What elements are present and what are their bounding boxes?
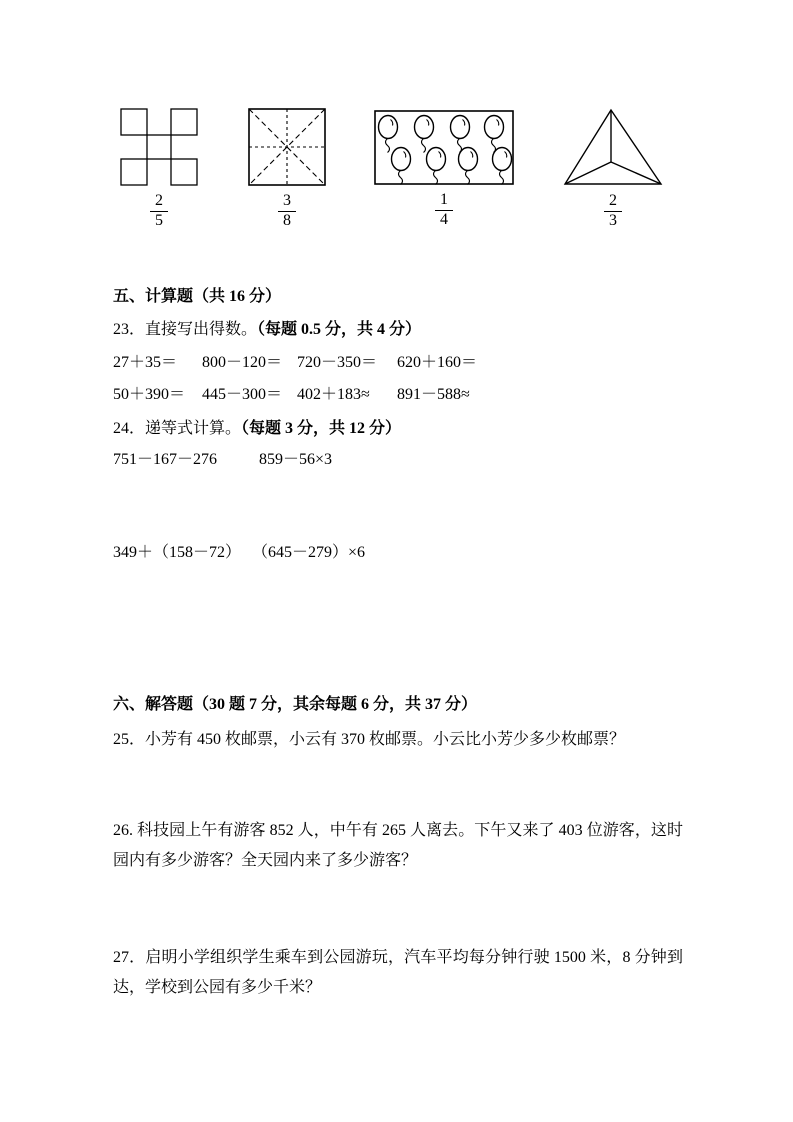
question24-points: （每题 3 分，共 12 分） [241, 420, 402, 437]
five-squares-icon [120, 108, 198, 186]
fraction-one-fourth [435, 192, 453, 229]
question27-text: 27．启明小学组织学生乘车到公园游玩，汽车平均每分钟行驶 1500 米，8 分钟到达，学校到公园有多少千米？ [113, 949, 683, 996]
equation: 891－588≈ [397, 386, 470, 403]
equation: 27＋35＝ [113, 354, 178, 371]
question24-equations-row1 [113, 452, 332, 468]
equation: 402＋183≈ [297, 386, 370, 403]
fraction-numerator: 1 [435, 192, 453, 211]
figure-block-1 [120, 108, 198, 230]
question23-points: （每题 0.5 分，共 4 分） [257, 321, 422, 338]
fraction-denominator: 4 [440, 210, 448, 228]
equation: 800－120＝ [202, 354, 283, 371]
question25-text: 25．小芳有 450 枚邮票，小云有 370 枚邮票。小云比小芳少多少枚邮票？ [113, 731, 626, 748]
question23-title [113, 322, 685, 338]
question24-equations-row2 [113, 545, 365, 561]
fraction-three-eighths [278, 193, 296, 230]
question24-title-text: 24．递等式计算。 [113, 420, 242, 437]
fraction-two-fifths [150, 193, 168, 230]
equation: 620＋160＝ [397, 354, 478, 371]
equation: 751－167－276 [113, 451, 218, 468]
triangle-thirds-icon [563, 108, 663, 186]
figure-block-4 [563, 108, 663, 230]
equation: 720－350＝ [297, 354, 378, 371]
dashed-square-eighths-icon [248, 108, 326, 186]
figure-block-2 [248, 108, 326, 230]
fraction-denominator: 5 [155, 211, 163, 229]
fraction-two-thirds [604, 193, 622, 230]
question26-text: 26. 科技园上午有游客 852 人，中午有 265 人离去。下午又来了 403 位游客，这时园内有多少游客？全天园内来了多少游客？ [113, 822, 683, 869]
fraction-numerator: 3 [278, 193, 296, 212]
equation: （645－279）×6 [252, 544, 366, 561]
equation: 859－56×3 [259, 451, 333, 468]
fraction-denominator: 8 [283, 211, 291, 229]
question24-title [113, 421, 685, 437]
section6-heading: 六、解答题（30 题 7 分，其余每题 6 分，共 37 分） [113, 696, 478, 713]
fraction-denominator: 3 [609, 211, 617, 229]
fraction-numerator: 2 [604, 193, 622, 212]
question23-equations-row2 [113, 387, 470, 403]
figure-block-3 [374, 110, 514, 229]
equation: 349＋（158－72） [113, 544, 242, 561]
equation: 445－300＝ [202, 386, 283, 403]
question23-equations-row1 [113, 355, 477, 371]
equation: 50＋390＝ [113, 386, 186, 403]
balloons-rectangle-icon [374, 110, 514, 185]
question23-title-text: 23．直接写出得数。 [113, 321, 258, 338]
section5-heading: 五、计算题（共 16 分） [113, 288, 282, 305]
fraction-numerator: 2 [150, 193, 168, 212]
